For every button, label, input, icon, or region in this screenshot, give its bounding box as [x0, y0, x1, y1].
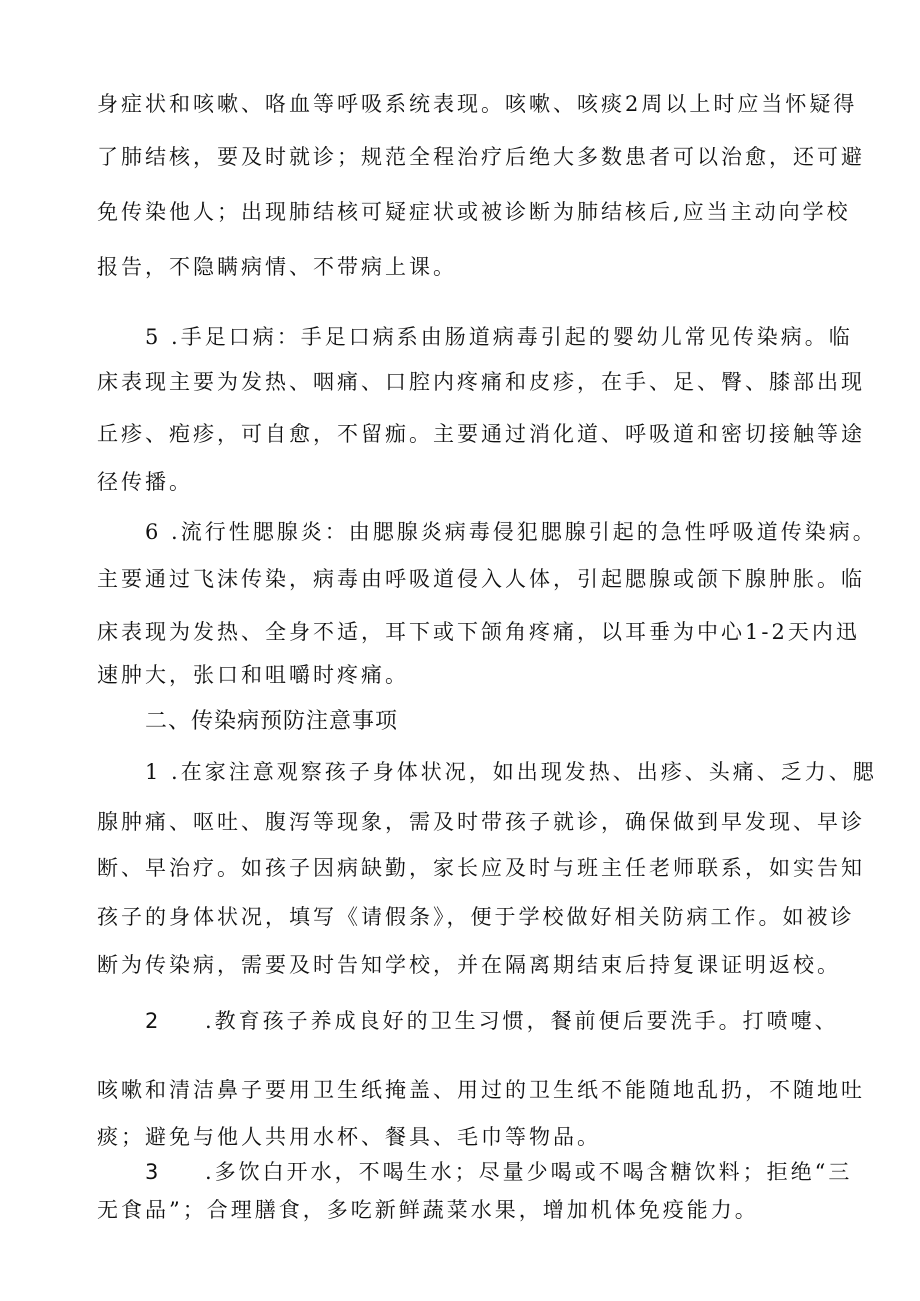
list-number: 3	[145, 1160, 159, 1184]
paragraph-line: 速肿大，张口和咀嚼时疼痛。	[97, 663, 409, 687]
paragraph-line: .教育孩子养成良好的卫生习惯，餐前便后要洗手。打喷嚏、	[205, 1009, 839, 1033]
paragraph-line: 5 .手足口病：手足口病系由肠道病毒引起的婴幼儿常见传染病。临	[145, 325, 853, 349]
paragraph-line: 主要通过飞沫传染，病毒由呼吸道侵入人体，引起腮腺或颌下腺肿胀。临	[97, 567, 865, 591]
section-heading: 二、传染病预防注意事项	[145, 709, 399, 734]
paragraph-line: 报告，不隐瞒病情、不带病上课。	[97, 255, 457, 279]
paragraph-line: 床表现主要为发热、咽痛、口腔内疼痛和皮疹，在手、足、臀、膝部出现	[97, 370, 865, 394]
paragraph-line: .多饮白开水，不喝生水；尽量少喝或不喝含糖饮料；拒绝“三	[205, 1160, 853, 1184]
paragraph-line: 径传播。	[97, 470, 193, 494]
paragraph-line: 免传染他人；出现肺结核可疑症状或被诊断为肺结核后,应当主动向学校	[97, 200, 851, 224]
paragraph-line: 咳嗽和清洁鼻子要用卫生纸掩盖、用过的卫生纸不能随地乱扔，不随地吐	[97, 1078, 865, 1102]
paragraph-line: 腺肿痛、呕吐、腹泻等现象，需及时带孩子就诊，确保做到早发现、早诊	[97, 810, 865, 834]
paragraph-line: 丘疹、疱疹，可自愈，不留痂。主要通过消化道、呼吸道和密切接触等途	[97, 422, 865, 446]
paragraph-line: 1 .在家注意观察孩子身体状况，如出现发热、出疹、头痛、乏力、腮	[145, 760, 877, 784]
paragraph-line: 无食品”；合理膳食，多吃新鲜蔬菜水果，增加机体免疫能力。	[97, 1198, 759, 1222]
paragraph-line: 了肺结核，要及时就诊；规范全程治疗后绝大多数患者可以治愈，还可避	[97, 145, 865, 169]
list-number: 2	[145, 1009, 159, 1033]
paragraph-line: 身症状和咳嗽、咯血等呼吸系统表现。咳嗽、咳痰2周以上时应当怀疑得	[97, 92, 858, 116]
paragraph-line: 孩子的身体状况，填写《请假条》，便于学校做好相关防病工作。如被诊	[97, 905, 855, 929]
paragraph-line: 床表现为发热、全身不适，耳下或下颌角疼痛，以耳垂为中心1-2天内迅	[97, 620, 860, 644]
paragraph-line: 痰；避免与他人共用水杯、餐具、毛巾等物品。	[97, 1125, 601, 1149]
paragraph-line: 断为传染病，需要及时告知学校，并在隔离期结束后持复课证明返校。	[97, 953, 841, 977]
paragraph-line: 6 .流行性腮腺炎：由腮腺炎病毒侵犯腮腺引起的急性呼吸道传染病。	[145, 520, 877, 544]
paragraph-line: 断、早治疗。如孩子因病缺勤，家长应及时与班主任老师联系，如实告知	[97, 856, 865, 880]
